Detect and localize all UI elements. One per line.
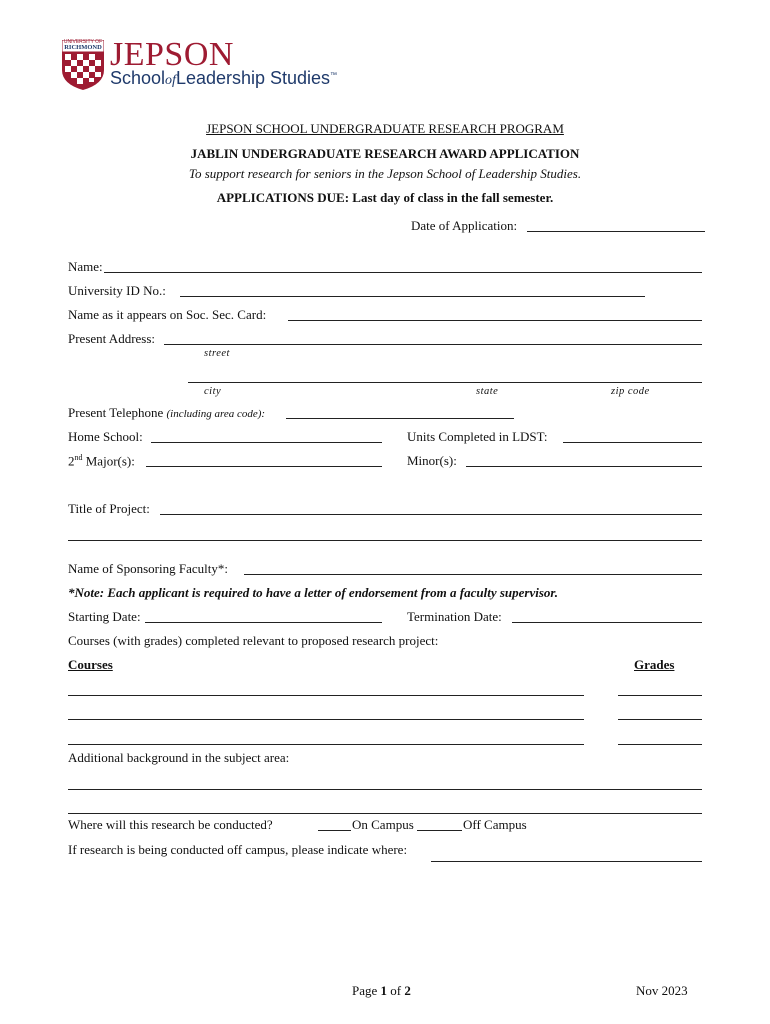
soc-sec-name-label: Name as it appears on Soc. Sec. Card: [68,307,267,322]
program-title: JEPSON SCHOOL UNDERGRADUATE RESEARCH PROGRAM [206,121,564,136]
units-completed-label: Units Completed in LDST: [407,429,548,444]
on-campus-label: On Campus [352,817,414,832]
off-campus-check[interactable] [417,830,462,831]
major-field[interactable] [146,466,382,467]
grade-field-2[interactable] [618,719,702,720]
major-label: 2nd Major(s): [68,453,135,469]
minor-field[interactable] [466,466,702,467]
units-completed-field[interactable] [563,442,702,443]
sponsoring-faculty-label: Name of Sponsoring Faculty*: [68,561,228,576]
address-city-state-zip-field[interactable] [188,382,702,383]
off-campus-location-label: If research is being conducted off campus, please indicate where: [68,842,408,857]
sponsoring-faculty-field[interactable] [244,574,702,575]
seal-text-top: UNIVERSITY OF [63,39,103,45]
page-number: Page 1 of 2 [352,983,411,998]
course-field-1[interactable] [68,695,584,696]
zip-caption: zip code [611,386,650,397]
grades-header: Grades [634,657,675,672]
address-street-field[interactable] [164,344,702,345]
minor-label: Minor(s): [407,453,457,468]
course-field-2[interactable] [68,719,584,720]
background-field-2[interactable] [68,813,702,814]
starting-date-field[interactable] [145,622,382,623]
name-label: Name: [68,259,103,274]
background-label: Additional background in the subject area: [68,750,290,765]
background-field-1[interactable] [68,789,702,790]
date-of-application-label: Date of Application: [411,218,518,233]
telephone-field[interactable] [286,418,514,419]
city-caption: city [204,386,222,397]
termination-date-label: Termination Date: [407,609,502,624]
research-location-label: Where will this research be conducted? [68,817,273,832]
telephone-label: Present Telephone (including area code): [68,405,266,420]
logo-name: JEPSON [110,36,234,73]
off-campus-location-field[interactable] [431,861,702,862]
street-caption: street [204,348,230,359]
due-date-notice: APPLICATIONS DUE: Last day of class in the fall semester. [216,190,554,205]
date-of-application-field[interactable] [527,231,705,232]
soc-sec-name-field[interactable] [288,320,702,321]
project-title-field[interactable] [160,514,702,515]
form-title: JABLIN UNDERGRADUATE RESEARCH AWARD APPLICATION [190,146,580,161]
home-school-field[interactable] [151,442,382,443]
project-title-label: Title of Project: [68,501,150,516]
state-caption: state [476,386,499,397]
logo-school-name: SchoolofLeadership Studies™ [110,68,338,88]
home-school-label: Home School: [68,429,143,444]
revision-date: Nov 2023 [636,983,688,998]
off-campus-label: Off Campus [463,817,527,832]
name-field[interactable] [104,272,702,273]
form-subtitle: To support research for seniors in the Jepson School of Leadership Studies. [188,166,582,181]
starting-date-label: Starting Date: [68,609,141,624]
present-address-label: Present Address: [68,331,156,346]
seal-text-bottom: RICHMOND [64,44,102,51]
termination-date-field[interactable] [512,622,702,623]
courses-intro: Courses (with grades) completed relevant to proposed research project: [68,633,439,648]
university-id-field[interactable] [180,296,645,297]
university-id-label: University ID No.: [68,283,166,298]
project-title-field-2[interactable] [68,540,702,541]
courses-header: Courses [68,657,113,672]
on-campus-check[interactable] [318,830,351,831]
grade-field-1[interactable] [618,695,702,696]
endorsement-note: *Note: Each applicant is required to have a letter of endorsement from a faculty supervisor. [68,585,559,600]
course-field-3[interactable] [68,744,584,745]
grade-field-3[interactable] [618,744,702,745]
